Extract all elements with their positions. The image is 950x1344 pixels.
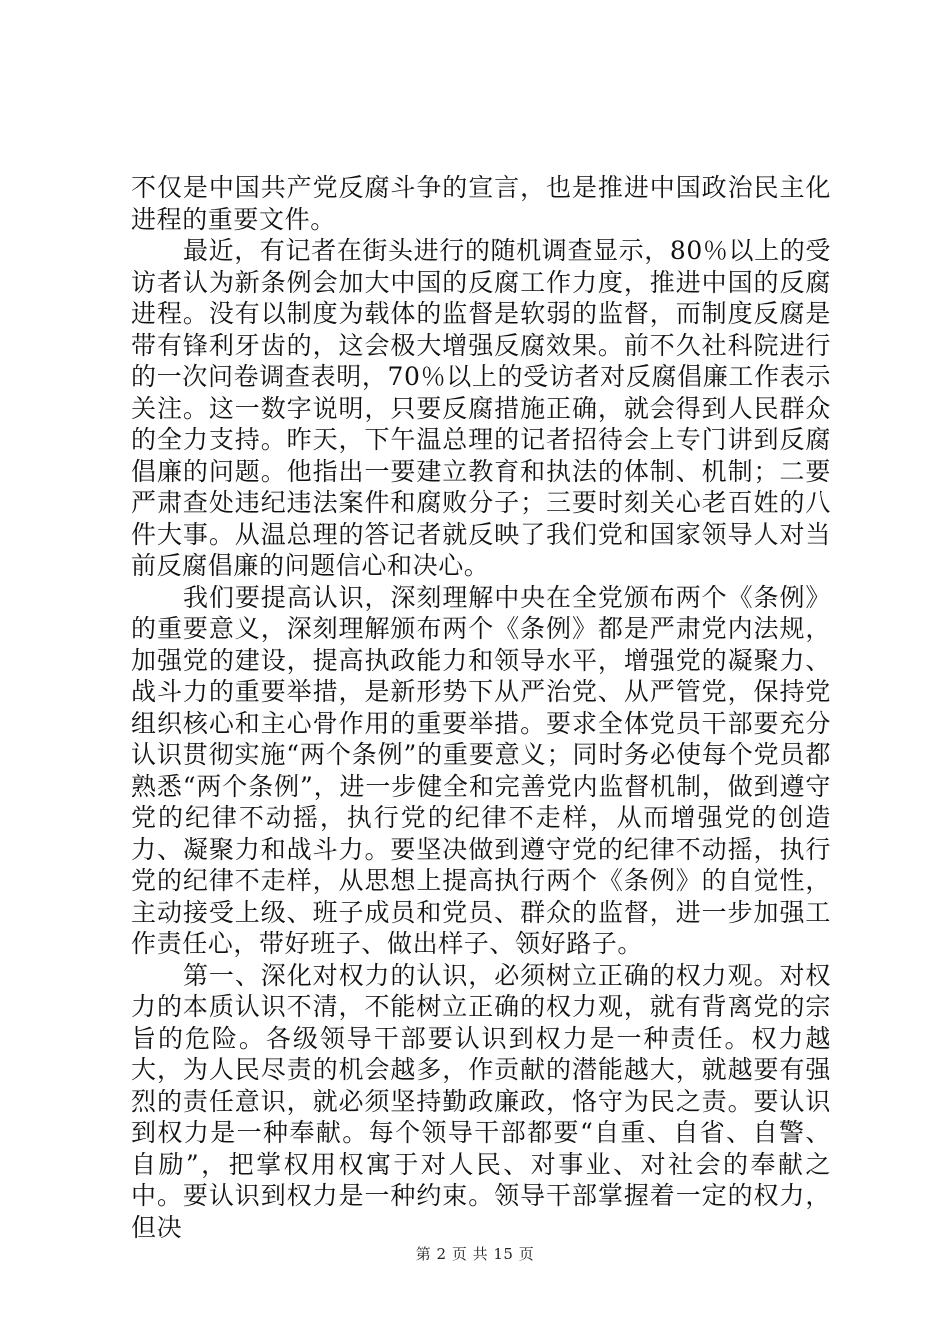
paragraph-continuation: 不仅是中国共产党反腐斗争的宣言，也是推进中国政治民主化进程的重要文件。 — [131, 173, 831, 234]
paragraph-power-view: 第一、深化对权力的认识，必须树立正确的权力观。对权力的本质认识不清，不能树立正确的权力观，就有背离党的宗旨的危险。各级领导干部要认识到权力是一种责任。权力越大，为人民尽责的机会越多，作贡献的潜能越大，就越要有强烈的责任意识，就必须坚持勤政廉政，恪守为民之责。要认识到权力是一种奉献。每个领导干部都要“自重、自省、自警、自励”，把掌权用权寓于对人民、对事业、对社会的奉献之中。要认识到权力是一种约束。领导干部掌握着一定的权力，但决 — [131, 960, 831, 1242]
body-text — [131, 172, 831, 1243]
paragraph-regulations: 我们要提高认识，深刻理解中央在全党颁布两个《条例》的重要意义，深刻理解颁布两个《条例》都是严肃党内法规，加强党的建设，提高执政能力和领导水平，增强党的凝聚力、战斗力的重要举措，是新形势下从严治党、从严管党，保持党组织核心和主心骨作用的重要举措。要求全体党员干部要充分认识贯彻实施“两个条例”的重要意义；同时务必使每个党员都熟悉“两个条例”，进一步健全和完善党内监督机制，做到遵守党的纪律不动摇，执行党的纪律不走样，从而增强党的创造力、凝聚力和战斗力。要坚决做到遵守党的纪律不动摇，执行党的纪律不走样，从思想上提高执行两个《条例》的自觉性，主动接受上级、班子成员和党员、群众的监督，进一步加强工作责任心，带好班子、做出样子、领好路子。 — [131, 582, 831, 958]
page-footer: 第 2 页 共 15 页 — [415, 1245, 535, 1263]
paragraph-survey: 最近，有记者在街头进行的随机调查显示，80％以上的受访者认为新条例会加大中国的反腐工作力度，推进中国的反腐进程。没有以制度为载体的监督是软弱的监督，而制度反腐是带有锋利牙齿的，这会极大增强反腐效果。前不久社科院进行的一次问卷调查表明，70％以上的受访者对反腐倡廉工作表示关注。这一数字说明，只要反腐措施正确，就会得到人民群众的全力支持。昨天，下午温总理的记者招待会上专门讲到反腐倡廉的问题。他指出一要建立教育和执法的体制、机制；二要严肃查处违纪违法案件和腐败分子；三要时刻关心老百姓的八件大事。从温总理的答记者就反映了我们党和国家领导人对当前反腐倡廉的问题信心和决心。 — [131, 236, 831, 580]
